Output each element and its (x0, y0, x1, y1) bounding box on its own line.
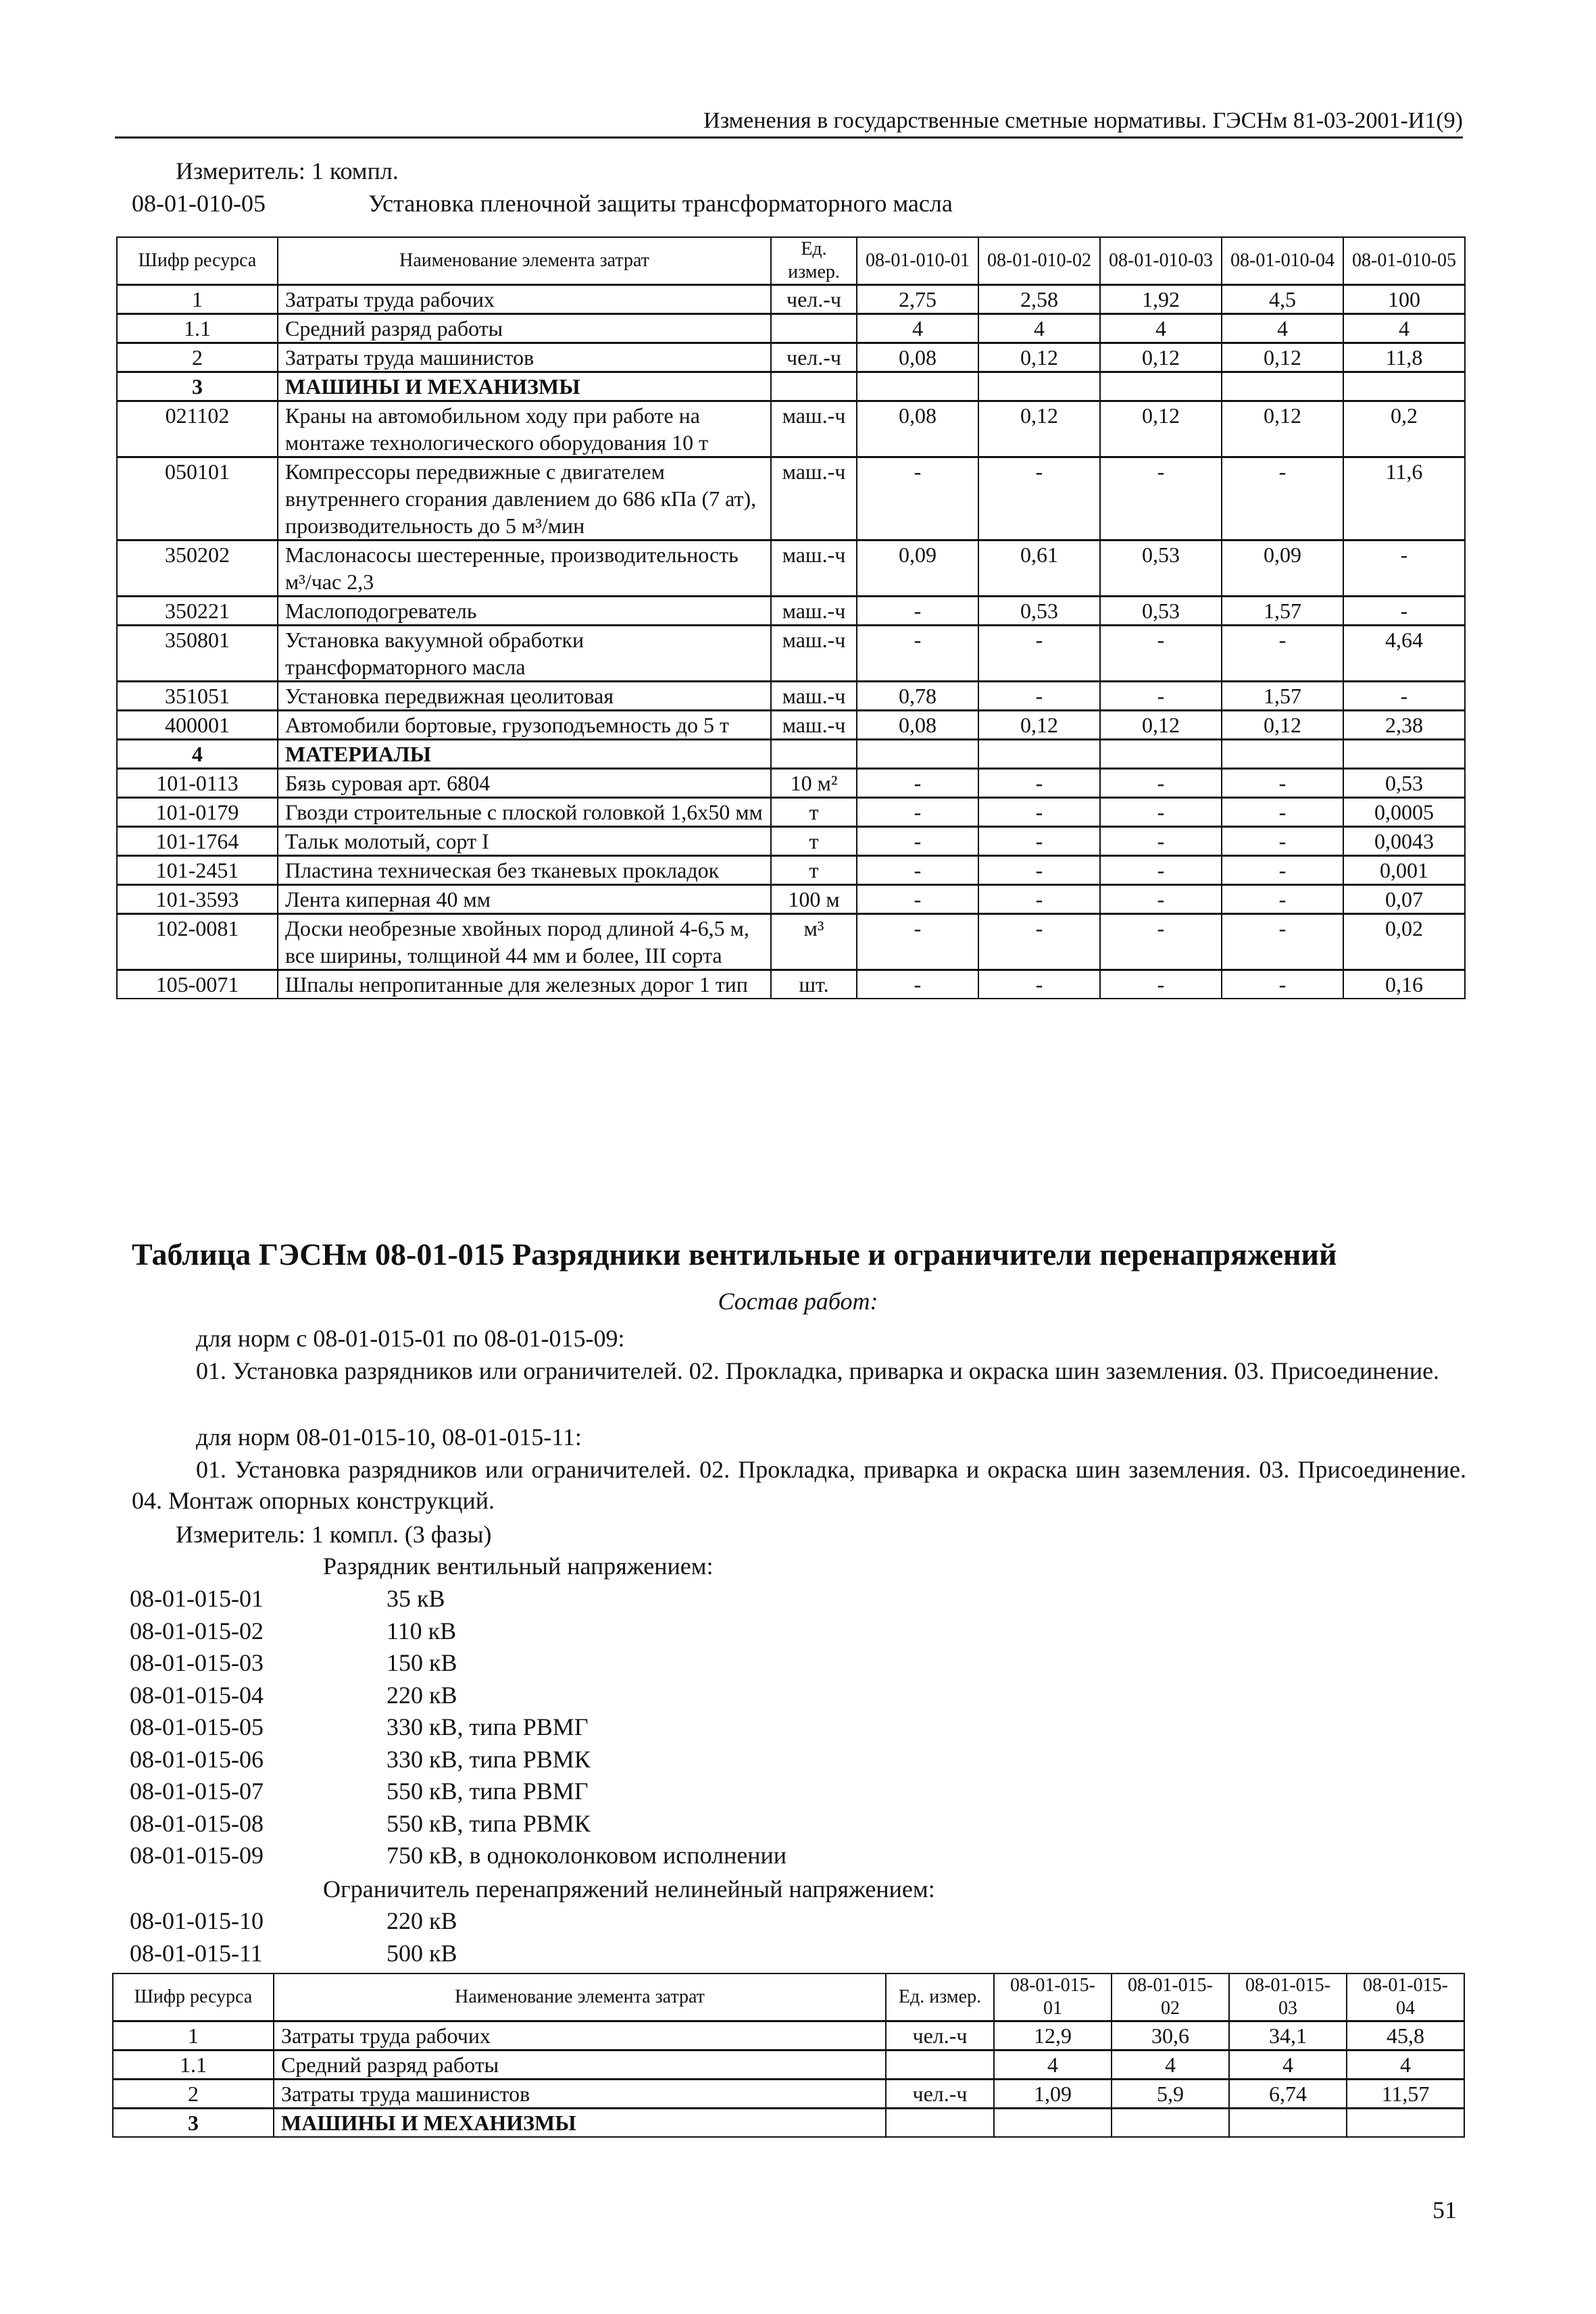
value-cell: 4,5 (1222, 285, 1343, 314)
value-cell: 0,16 (1343, 970, 1465, 999)
table-row (117, 457, 1465, 540)
cost-element-name-cell: Пластина техническая без тканевых прокладок (278, 856, 771, 885)
section-measure: Измеритель: 1 компл. (3 фазы) (176, 1521, 492, 1548)
norm-code: 08-01-015-06 (130, 1745, 264, 1773)
table-row (117, 401, 1465, 457)
resource-code-cell: 101-1764 (117, 827, 278, 856)
cost-element-name-cell: Затраты труда машинистов (274, 2080, 886, 2109)
unit-cell (771, 372, 857, 401)
value-cell: 0,12 (978, 711, 1100, 740)
value-cell: - (857, 885, 978, 914)
table-row (117, 682, 1465, 711)
header-col: 08-01-010-01 (857, 237, 978, 285)
resource-code-cell: 2 (113, 2080, 274, 2109)
value-cell: 11,57 (1347, 2080, 1464, 2109)
section-title: Таблица ГЭСНм 08-01-015 Разрядники вентильные и ограничители перенапряжений (132, 1237, 1337, 1272)
value-cell: 1,57 (1222, 682, 1343, 711)
resource-code-cell: 1.1 (117, 314, 278, 343)
value-cell: 0,12 (1222, 711, 1343, 740)
cost-element-name-cell: Доски необрезные хвойных пород длиной 4-6,5 м, все ширины, толщиной 44 мм и более, III сорта (278, 914, 771, 970)
value-cell: 0,0005 (1343, 798, 1465, 827)
cost-element-name-cell: Тальк молотый, сорт I (278, 827, 771, 856)
table-row (117, 914, 1465, 970)
norms-b-text: 01. Установка разрядников или ограничителей. 02. Прокладка, приварка и окраска шин заземления. 03. Присоединение. 04. Монтаж опорных конструкций. (132, 1456, 1466, 1514)
unit-cell: чел.-ч (771, 343, 857, 372)
value-cell: - (1100, 885, 1222, 914)
resource-code-cell: 3 (113, 2109, 274, 2138)
value-cell: 0,08 (857, 401, 978, 457)
value-cell: 4 (1222, 314, 1343, 343)
cost-element-name-cell: Маслонасосы шестеренные, производительность м³/час 2,3 (278, 540, 771, 597)
resource-code-cell: 102-0081 (117, 914, 278, 970)
value-cell: 2,58 (978, 285, 1100, 314)
value-cell: - (857, 827, 978, 856)
norm-code: 08-01-015-03 (130, 1649, 264, 1676)
value-cell: - (978, 856, 1100, 885)
value-cell: - (1343, 682, 1465, 711)
cost-element-name-cell: Установка вакуумной обработки трансформаторного масла (278, 626, 771, 682)
norm-list-item (130, 1584, 445, 1613)
value-cell: 4,64 (1343, 626, 1465, 682)
resource-code-cell: 400001 (117, 711, 278, 740)
table-row (117, 740, 1465, 769)
value-cell: - (978, 798, 1100, 827)
table-row (117, 798, 1465, 827)
resource-code-cell: 2 (117, 343, 278, 372)
resource-code-cell: 1 (117, 285, 278, 314)
row-group (113, 2021, 1464, 2080)
table-row (117, 769, 1465, 798)
value-cell (1112, 2109, 1229, 2138)
norm-code: 08-01-015-08 (130, 1809, 264, 1837)
value-cell: 4 (978, 314, 1100, 343)
value-cell: 0,12 (1222, 401, 1343, 457)
unit-cell (886, 2109, 994, 2138)
unit-cell: маш.-ч (771, 540, 857, 597)
value-cell: - (1222, 769, 1343, 798)
value-cell: 0,12 (1100, 401, 1222, 457)
table-header-row (117, 237, 1465, 285)
value-cell: 4 (857, 314, 978, 343)
header-unit: Ед. измер. (886, 1973, 994, 2021)
norm-code: 08-01-015-05 (130, 1713, 264, 1740)
header-col: 08-01-015-02 (1112, 1973, 1229, 2021)
table-row (117, 343, 1465, 372)
norms-a-intro: для норм с 08-01-015-01 по 08-01-015-09: (196, 1325, 625, 1352)
norm-code: 08-01-015-10 (130, 1907, 264, 1934)
resource-code-cell: 101-0113 (117, 769, 278, 798)
header-unit: Ед. измер. (771, 237, 857, 285)
norm-list-item (130, 1713, 589, 1741)
norm-list-item (130, 1841, 787, 1869)
unit-cell: маш.-ч (771, 401, 857, 457)
table-row (117, 711, 1465, 740)
value-cell: 4 (1112, 2051, 1229, 2080)
group-b-title: Ограничитель перенапряжений нелинейный напряжением: (323, 1876, 935, 1903)
value-cell: - (1222, 798, 1343, 827)
header-name: Наименование элемента затрат (274, 1973, 886, 2021)
unit-cell: 10 м² (771, 769, 857, 798)
value-cell: 4 (1343, 314, 1465, 343)
value-cell: 34,1 (1229, 2021, 1347, 2051)
cost-element-name-cell: Компрессоры передвижные с двигателем внутреннего сгорания давлением до 686 кПа (7 ат), производительность до 5 м³/мин (278, 457, 771, 540)
norm-name: 330 кВ, типа РВМГ (386, 1713, 589, 1740)
value-cell: 2,75 (857, 285, 978, 314)
value-cell: 4 (1347, 2051, 1464, 2080)
value-cell (1229, 2109, 1347, 2138)
value-cell: - (857, 856, 978, 885)
norm-list-item (130, 1745, 591, 1774)
norm-name: 150 кВ (386, 1649, 457, 1676)
row-group (117, 740, 1465, 999)
running-header: Изменения в государственные сметные нормативы. ГЭСНм 81-03-2001-И1(9) (115, 108, 1463, 139)
table-header-row (113, 1973, 1464, 2021)
value-cell (1100, 372, 1222, 401)
value-cell: 0,08 (857, 711, 978, 740)
unit-cell: т (771, 827, 857, 856)
unit-cell: т (771, 856, 857, 885)
table1-measure: Измеритель: 1 компл. (176, 157, 399, 184)
row-group (113, 2080, 1464, 2109)
value-cell: - (1222, 856, 1343, 885)
cost-element-name-cell: Гвозди строительные с плоской головкой 1,6х50 мм (278, 798, 771, 827)
cost-element-name-cell: Средний разряд работы (278, 314, 771, 343)
value-cell: - (1100, 970, 1222, 999)
table-row (117, 285, 1465, 314)
value-cell: 0,61 (978, 540, 1100, 597)
value-cell: - (1100, 914, 1222, 970)
item-code: 08-01-010-05 (132, 190, 266, 217)
cost-element-name-cell: Лента киперная 40 мм (278, 885, 771, 914)
value-cell: - (857, 626, 978, 682)
cost-element-name-cell: МАШИНЫ И МЕХАНИЗМЫ (274, 2109, 886, 2138)
value-cell: - (1222, 457, 1343, 540)
value-cell (1343, 372, 1465, 401)
value-cell: 0,53 (1343, 769, 1465, 798)
value-cell: - (1222, 626, 1343, 682)
value-cell: 45,8 (1347, 2021, 1464, 2051)
cost-element-name-cell: Затраты труда рабочих (278, 285, 771, 314)
norm-code: 08-01-015-02 (130, 1617, 264, 1644)
row-group (117, 343, 1465, 372)
unit-cell: т (771, 798, 857, 827)
value-cell: 0,001 (1343, 856, 1465, 885)
value-cell: 0,78 (857, 682, 978, 711)
row-group (117, 372, 1465, 740)
value-cell: - (978, 457, 1100, 540)
norms-a-text: 01. Установка разрядников или ограничителей. 02. Прокладка, приварка и окраска шин заземления. 03. Присоединение. (196, 1357, 1440, 1384)
value-cell: 0,08 (857, 343, 978, 372)
value-cell: 1,92 (1100, 285, 1222, 314)
value-cell: - (857, 914, 978, 970)
value-cell: - (978, 970, 1100, 999)
value-cell: - (978, 885, 1100, 914)
norm-code: 08-01-015-01 (130, 1585, 264, 1612)
value-cell: - (1100, 769, 1222, 798)
value-cell (857, 740, 978, 769)
norm-name: 550 кВ, типа РВМГ (386, 1778, 589, 1805)
unit-cell: м³ (771, 914, 857, 970)
value-cell: - (857, 597, 978, 626)
header-col: 08-01-010-02 (978, 237, 1100, 285)
value-cell: - (978, 626, 1100, 682)
norm-code: 08-01-015-07 (130, 1778, 264, 1805)
value-cell: 0,0043 (1343, 827, 1465, 856)
norm-name: 550 кВ, типа РВМК (386, 1809, 591, 1837)
header-code: Шифр ресурса (117, 237, 278, 285)
resource-code-cell: 1.1 (113, 2051, 274, 2080)
norm-list-item (130, 1649, 457, 1677)
cost-element-name-cell: Затраты труда рабочих (274, 2021, 886, 2051)
norm-list-item (130, 1617, 456, 1645)
table-row (117, 856, 1465, 885)
resource-code-cell: 351051 (117, 682, 278, 711)
table1-item (132, 189, 953, 218)
value-cell: 11,6 (1343, 457, 1465, 540)
value-cell (1347, 2109, 1464, 2138)
resource-code-cell: 101-0179 (117, 798, 278, 827)
value-cell: 0,02 (1343, 914, 1465, 970)
value-cell: 5,9 (1112, 2080, 1229, 2109)
norm-list-item (130, 1681, 457, 1709)
resource-code-cell: 101-2451 (117, 856, 278, 885)
value-cell: 0,12 (978, 343, 1100, 372)
header-code: Шифр ресурса (113, 1973, 274, 2021)
unit-cell: маш.-ч (771, 457, 857, 540)
value-cell: - (1100, 682, 1222, 711)
cost-element-name-cell: Установка передвижная цеолитовая (278, 682, 771, 711)
value-cell (1343, 740, 1465, 769)
resource-code-cell: 101-3593 (117, 885, 278, 914)
resource-code-cell: 3 (117, 372, 278, 401)
header-col: 08-01-015-01 (994, 1973, 1112, 2021)
value-cell: 100 (1343, 285, 1465, 314)
value-cell: - (1343, 597, 1465, 626)
item-name: Установка пленочной защиты трансформаторного масла (368, 190, 953, 217)
header-name: Наименование элемента затрат (278, 237, 771, 285)
value-cell: 0,12 (978, 401, 1100, 457)
norm-list-item (130, 1907, 457, 1935)
table-row (113, 2051, 1464, 2080)
value-cell: - (978, 769, 1100, 798)
row-group (113, 2109, 1464, 2138)
cost-element-name-cell: Автомобили бортовые, грузоподъемность до 5 т (278, 711, 771, 740)
value-cell: 1,57 (1222, 597, 1343, 626)
cost-element-name-cell: МАТЕРИАЛЫ (278, 740, 771, 769)
value-cell: - (978, 914, 1100, 970)
header-col: 08-01-015-03 (1229, 1973, 1347, 2021)
table-row (117, 372, 1465, 401)
norm-name: 220 кВ (386, 1681, 457, 1709)
unit-cell (771, 740, 857, 769)
resource-code-cell: 350221 (117, 597, 278, 626)
unit-cell: маш.-ч (771, 597, 857, 626)
section-subtitle: Состав работ: (718, 1288, 878, 1315)
header-col: 08-01-010-04 (1222, 237, 1343, 285)
table-row (113, 2080, 1464, 2109)
row-group (117, 285, 1465, 343)
header-col: 08-01-010-05 (1343, 237, 1465, 285)
unit-cell: маш.-ч (771, 711, 857, 740)
norm-name: 220 кВ (386, 1907, 457, 1934)
norm-table-2 (112, 1973, 1465, 2138)
value-cell: - (857, 970, 978, 999)
unit-cell: чел.-ч (886, 2080, 994, 2109)
value-cell: 4 (1229, 2051, 1347, 2080)
norm-name: 35 кВ (386, 1585, 445, 1612)
value-cell: - (1100, 827, 1222, 856)
value-cell: - (1222, 827, 1343, 856)
norm-list-item (130, 1777, 589, 1805)
norm-code: 08-01-015-11 (130, 1939, 263, 1967)
unit-cell (886, 2051, 994, 2080)
value-cell: 0,09 (857, 540, 978, 597)
cost-element-name-cell: Маслоподогреватель (278, 597, 771, 626)
value-cell (978, 740, 1100, 769)
cost-element-name-cell: Затраты труда машинистов (278, 343, 771, 372)
cost-element-name-cell: МАШИНЫ И МЕХАНИЗМЫ (278, 372, 771, 401)
unit-cell (771, 314, 857, 343)
cost-element-name-cell: Краны на автомобильном ходу при работе на монтаже технологического оборудования 10 т (278, 401, 771, 457)
value-cell: - (1222, 970, 1343, 999)
value-cell: 0,12 (1222, 343, 1343, 372)
table-row (117, 885, 1465, 914)
norm-list-item (130, 1939, 457, 1967)
cost-element-name-cell: Средний разряд работы (274, 2051, 886, 2080)
value-cell: 11,8 (1343, 343, 1465, 372)
unit-cell: 100 м (771, 885, 857, 914)
norm-name: 500 кВ (386, 1939, 457, 1967)
resource-code-cell: 1 (113, 2021, 274, 2051)
value-cell: 4 (1100, 314, 1222, 343)
value-cell (994, 2109, 1112, 2138)
value-cell (857, 372, 978, 401)
value-cell: 0,53 (1100, 540, 1222, 597)
unit-cell: шт. (771, 970, 857, 999)
value-cell: - (978, 827, 1100, 856)
table-row (117, 540, 1465, 597)
value-cell: - (1343, 540, 1465, 597)
norm-list-item (130, 1809, 591, 1838)
norm-table-1 (116, 236, 1466, 999)
resource-code-cell: 021102 (117, 401, 278, 457)
value-cell: 2,38 (1343, 711, 1465, 740)
value-cell: 12,9 (994, 2021, 1112, 2051)
norms-b-intro: для норм 08-01-015-10, 08-01-015-11: (196, 1424, 582, 1451)
table-row (117, 626, 1465, 682)
resource-code-cell: 350202 (117, 540, 278, 597)
table-row (113, 2109, 1464, 2138)
value-cell: 4 (994, 2051, 1112, 2080)
resource-code-cell: 4 (117, 740, 278, 769)
value-cell: - (1222, 885, 1343, 914)
value-cell: - (978, 682, 1100, 711)
resource-code-cell: 350801 (117, 626, 278, 682)
value-cell: - (857, 457, 978, 540)
value-cell: - (1100, 856, 1222, 885)
value-cell: 6,74 (1229, 2080, 1347, 2109)
value-cell: - (1100, 626, 1222, 682)
table-row (113, 2021, 1464, 2051)
value-cell: 0,2 (1343, 401, 1465, 457)
value-cell: 0,53 (1100, 597, 1222, 626)
norm-code: 08-01-015-04 (130, 1681, 264, 1709)
page-number: 51 (1432, 2196, 1457, 2223)
value-cell: 0,12 (1100, 343, 1222, 372)
table-row (117, 970, 1465, 999)
cost-element-name-cell: Бязь суровая арт. 6804 (278, 769, 771, 798)
resource-code-cell: 105-0071 (117, 970, 278, 999)
table-row (117, 314, 1465, 343)
value-cell: - (1100, 457, 1222, 540)
value-cell: 0,07 (1343, 885, 1465, 914)
norm-code: 08-01-015-09 (130, 1842, 264, 1869)
value-cell (1222, 740, 1343, 769)
header-col: 08-01-010-03 (1100, 237, 1222, 285)
value-cell: 0,53 (978, 597, 1100, 626)
value-cell (1222, 372, 1343, 401)
unit-cell: чел.-ч (886, 2021, 994, 2051)
norm-name: 330 кВ, типа РВМК (386, 1745, 591, 1773)
norm-name: 750 кВ, в одноколонковом исполнении (386, 1842, 787, 1869)
group-a-title: Разрядник вентильный напряжением: (323, 1553, 714, 1580)
value-cell (1100, 740, 1222, 769)
header-col: 08-01-015-04 (1347, 1973, 1464, 2021)
table-row (117, 827, 1465, 856)
value-cell: - (857, 769, 978, 798)
value-cell: - (1100, 798, 1222, 827)
value-cell: - (857, 798, 978, 827)
unit-cell: маш.-ч (771, 682, 857, 711)
value-cell: 0,12 (1100, 711, 1222, 740)
unit-cell: чел.-ч (771, 285, 857, 314)
unit-cell: маш.-ч (771, 626, 857, 682)
table-row (117, 597, 1465, 626)
value-cell: - (1222, 914, 1343, 970)
norm-name: 110 кВ (386, 1617, 457, 1644)
value-cell: 30,6 (1112, 2021, 1229, 2051)
value-cell: 1,09 (994, 2080, 1112, 2109)
cost-element-name-cell: Шпалы непропитанные для железных дорог 1 тип (278, 970, 771, 999)
resource-code-cell: 050101 (117, 457, 278, 540)
value-cell (978, 372, 1100, 401)
value-cell: 0,09 (1222, 540, 1343, 597)
